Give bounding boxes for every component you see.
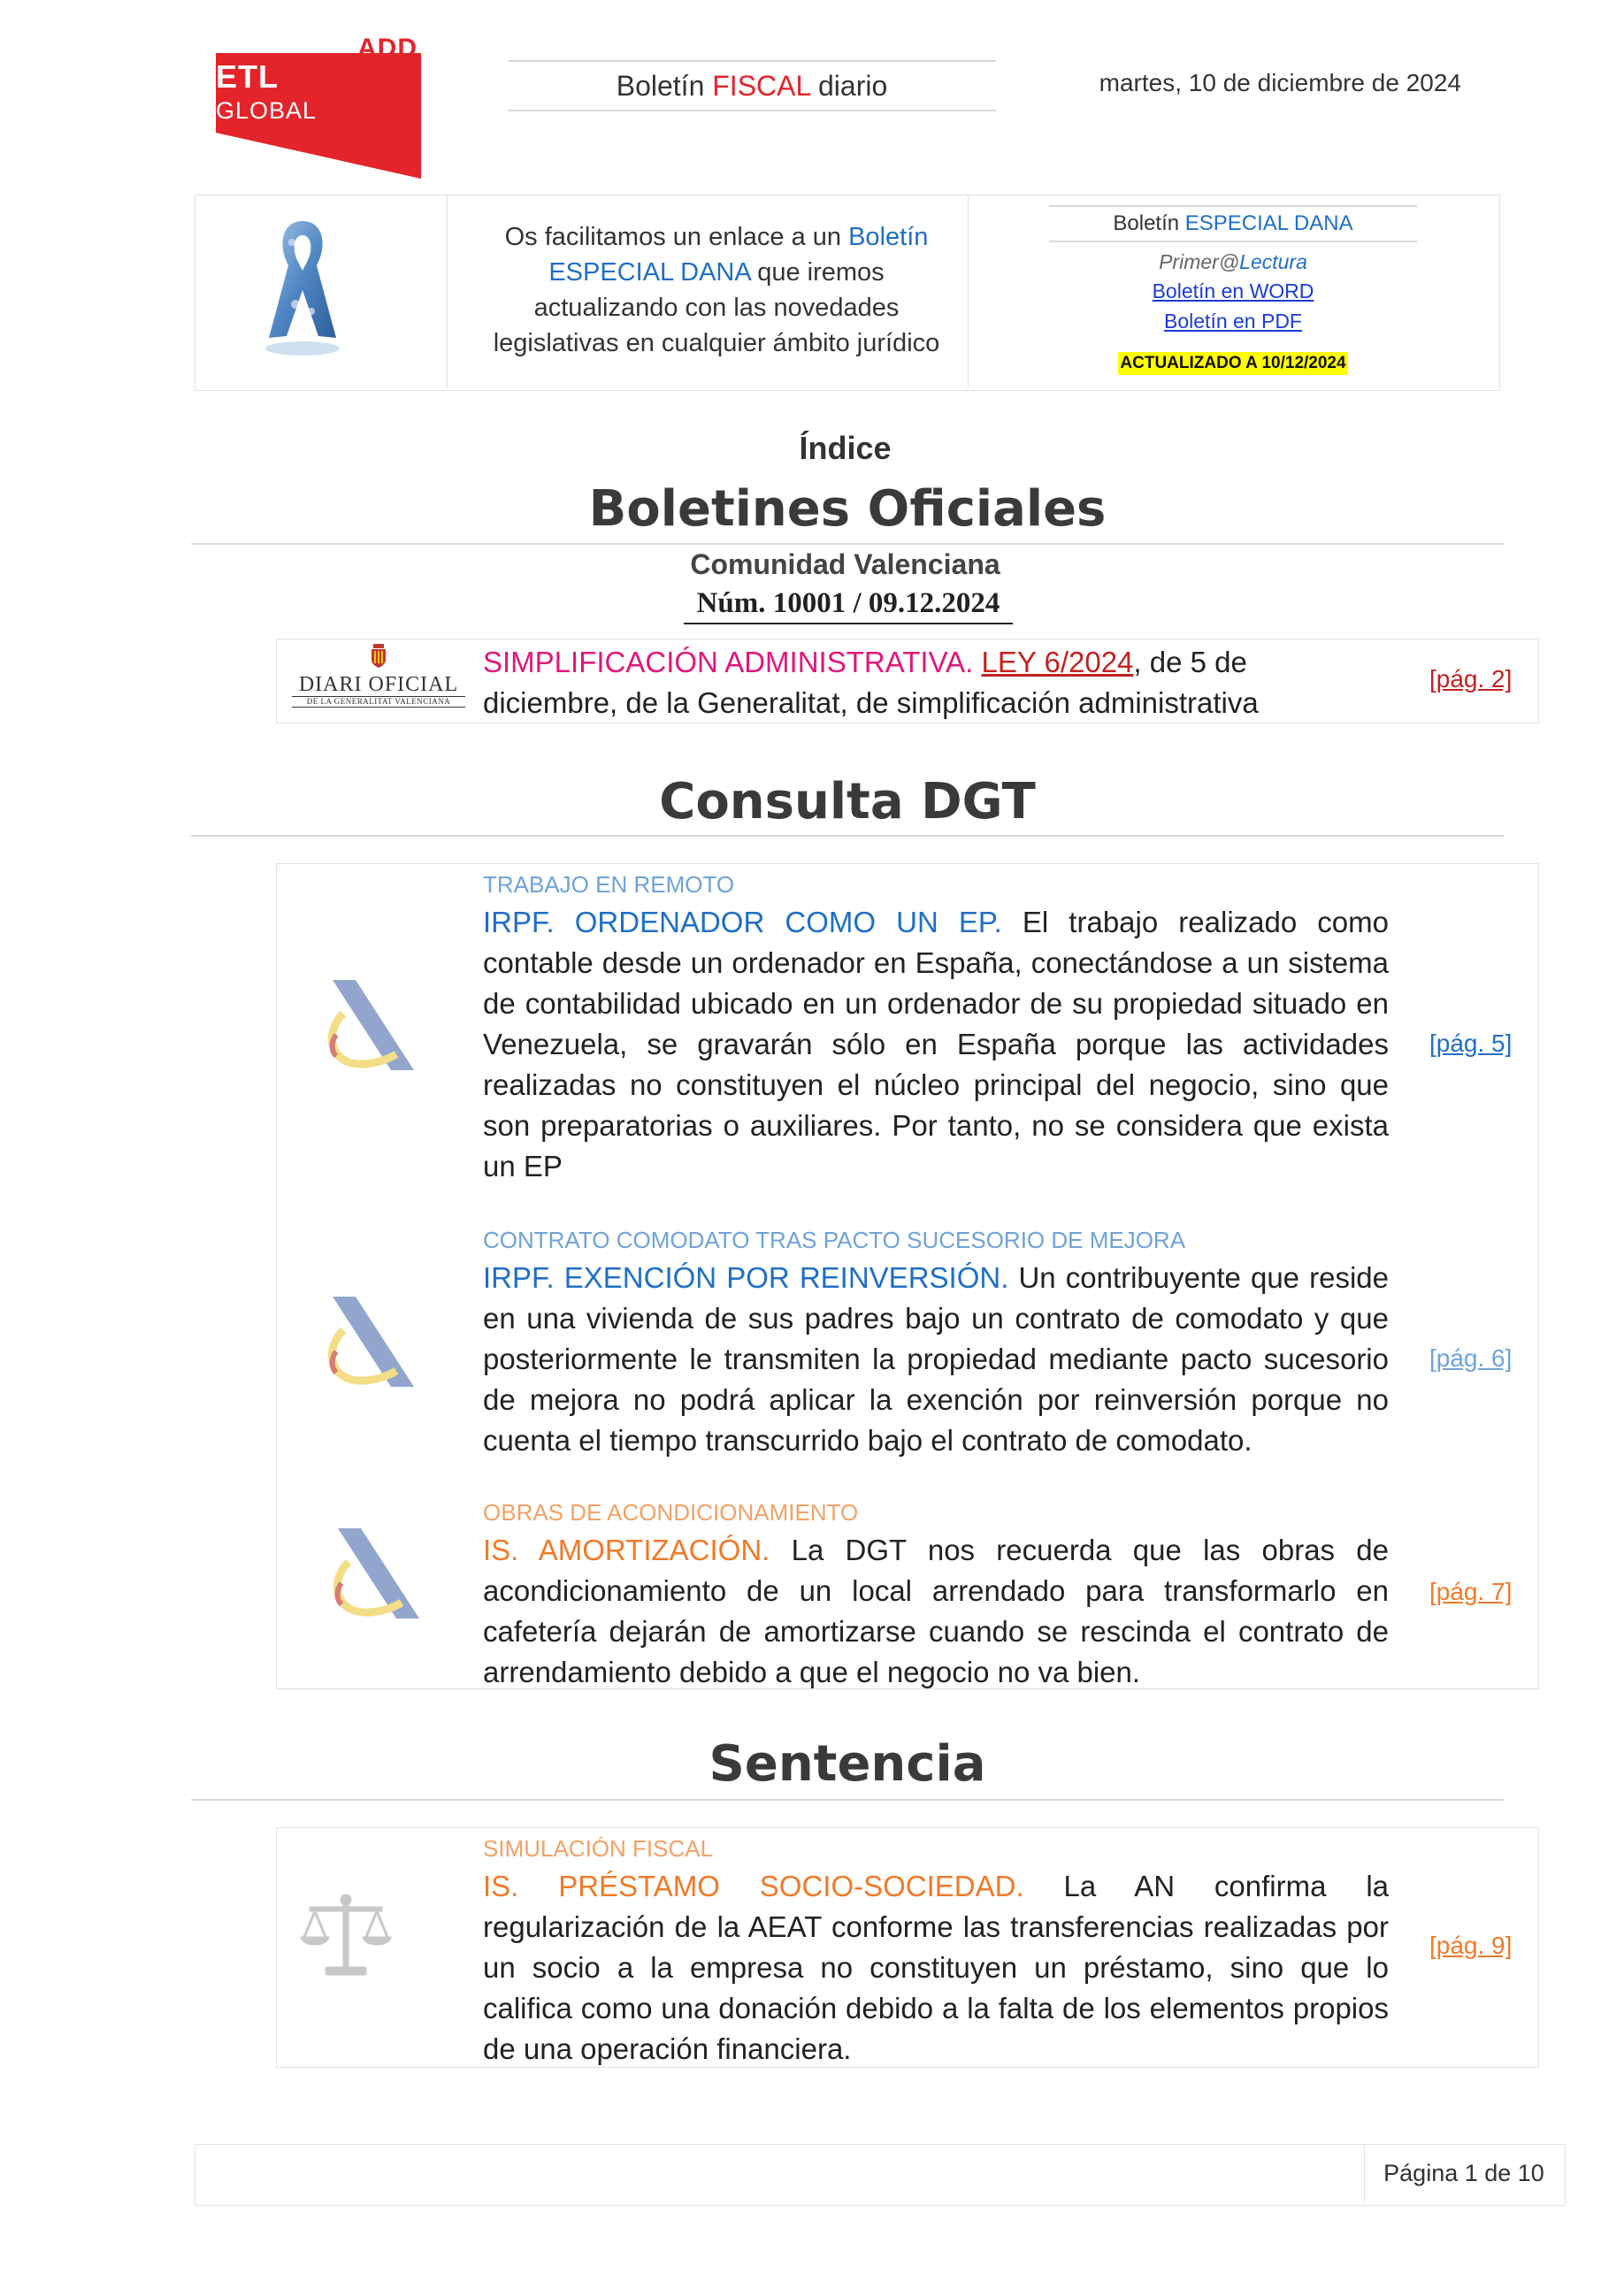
dana-special-link[interactable]: Boletín ESPECIAL DANA [548,223,929,287]
bulletin-title-fiscal: FISCAL [712,70,811,102]
dana-text-2: que iremos actualizando con las novedades legislativas en cualquier ámbito jurídico [493,258,940,357]
footer-box [195,2144,1566,2206]
primera-lectura [1049,248,1417,276]
diari-item-text [483,642,1389,723]
diari-item-body: , de 5 de diciembre, de la Generalitat, de simplificación administrativa [483,646,1259,719]
section-sentencia-heading: Sentencia [191,1730,1504,1801]
dana-panel-title [1049,205,1417,242]
diari-oficial-logo [288,644,469,715]
consulta-category: CONTRATO COMODATO TRAS PACTO SUCESORIO DE MEJORA [483,1227,1186,1253]
logo-global-text: GLOBAL [216,97,318,124]
page-link[interactable]: [pág. 9] [1429,1932,1513,1959]
dana-separator [968,195,969,389]
dana-text-1: Os facilitamos un enlace a un [504,223,842,251]
consulta-title: IRPF. EXENCIÓN POR REINVERSIÓN. [483,1261,1009,1294]
page-link[interactable]: [pág. 6] [1429,1344,1513,1372]
dana-separator [447,195,448,389]
boletin-pdf-link[interactable]: Boletín en PDF [1164,310,1302,333]
dana-ribbon-icon [257,216,349,357]
sentencia-title: IS. PRÉSTAMO SOCIO-SOCIEDAD. [483,1870,1024,1902]
bulletin-title [508,60,996,111]
consulta-text [483,1258,1389,1461]
aeat-logo-icon [322,1527,428,1624]
consulta-category: OBRAS DE ACONDICIONAMIENTO [483,1499,859,1526]
logo-etl-text: ETL [216,58,279,95]
scales-of-justice-icon [297,1893,395,1981]
diari-logo-sub: DE LA GENERALITAT VALENCIANA [292,696,465,708]
dana-panel-title-blue: ESPECIAL DANA [1184,211,1353,235]
consulta-text [483,1530,1389,1693]
dana-links-panel [1049,205,1417,375]
etl-global-logo [216,35,421,179]
consulta-category: TRABAJO EN REMOTO [483,871,735,898]
page-link[interactable]: [pág. 7] [1429,1578,1513,1605]
consulta-body: Un contribuyente que reside en una vivienda de sus padres bajo un contrato de comodato y que posteriormente le transmiten la propiedad mediante pacto sucesorio de mejora no podrá aplicar la exención por reinversión porque no cuenta el tiempo transcurrido bajo el contrato de comodato. [483,1261,1389,1457]
dana-description [478,219,955,361]
consulta-text [483,902,1389,1187]
logo-add-text: ADD [357,34,417,63]
sentencia-text [483,1866,1389,2070]
page-number: Página 1 de 10 [1383,2160,1544,2186]
primer-lectura-label: Lectura [1239,250,1307,273]
header-date: martes, 10 de diciembre de 2024 [1099,69,1461,96]
sentencia-category: SIMULACIÓN FISCAL [483,1835,714,1862]
page-link[interactable]: [pág. 5] [1429,1029,1513,1057]
ley-link[interactable]: LEY 6/2024 [981,646,1134,678]
sentencia-body: La AN confirma la regularización de la AEAT conforme las transferencias realizadas por un socio a la empresa no constituyen un préstamo, sino que lo califica como una donación debido a la falta de los elementos propios de una operación financiera. [483,1870,1389,2065]
aeat-logo-icon [317,1295,423,1392]
page-link[interactable]: [pág. 2] [1429,665,1513,693]
boletin-word-link[interactable]: Boletín en WORD [1152,279,1314,302]
dana-panel-title-prefix: Boletín [1113,211,1180,235]
section-consulta-heading: Consulta DGT [191,769,1504,837]
region-name: Comunidad Valenciana [690,548,1000,580]
diari-crest-icon [369,644,388,669]
updated-badge: ACTUALIZADO A 10/12/2024 [1118,352,1347,375]
diari-logo-name: DIARI OFICIAL [298,673,459,696]
index-heading: Índice [799,430,892,466]
diari-item-title: SIMPLIFICACIÓN ADMINISTRATIVA. [483,646,974,678]
consulta-body: El trabajo realizado como contable desde un ordenador en España, conectándose a un sistema de contabilidad ubicado en un ordenador de su propiedad situado en Venezuela, se gravarán sólo en España porque las actividades realizadas no constituyen el núcleo principal del negocio, sino que son preparatorias o auxiliares. Por tanto, no se considera que exista un EP [483,906,1389,1182]
bulletin-number: Núm. 10001 / 09.12.2024 [684,584,1013,624]
bulletin-title-prefix: Boletín [616,70,705,102]
bulletin-title-suffix: diario [817,70,888,102]
primer-prefix: Primer@ [1159,250,1240,273]
consulta-title: IRPF. ORDENADOR COMO UN EP. [483,906,1002,938]
section-boletines-heading: Boletines Oficiales [191,476,1504,545]
aeat-logo-icon [317,978,423,1075]
consulta-body: La DGT nos recuerda que las obras de acondicionamiento de un local arrendado para transformarlo en cafetería dejarán de amortizarse cuando se rescinda el contrato de arrendamiento debido a que el negocio no va bien. [483,1534,1389,1688]
consulta-title: IS. AMORTIZACIÓN. [483,1534,770,1566]
